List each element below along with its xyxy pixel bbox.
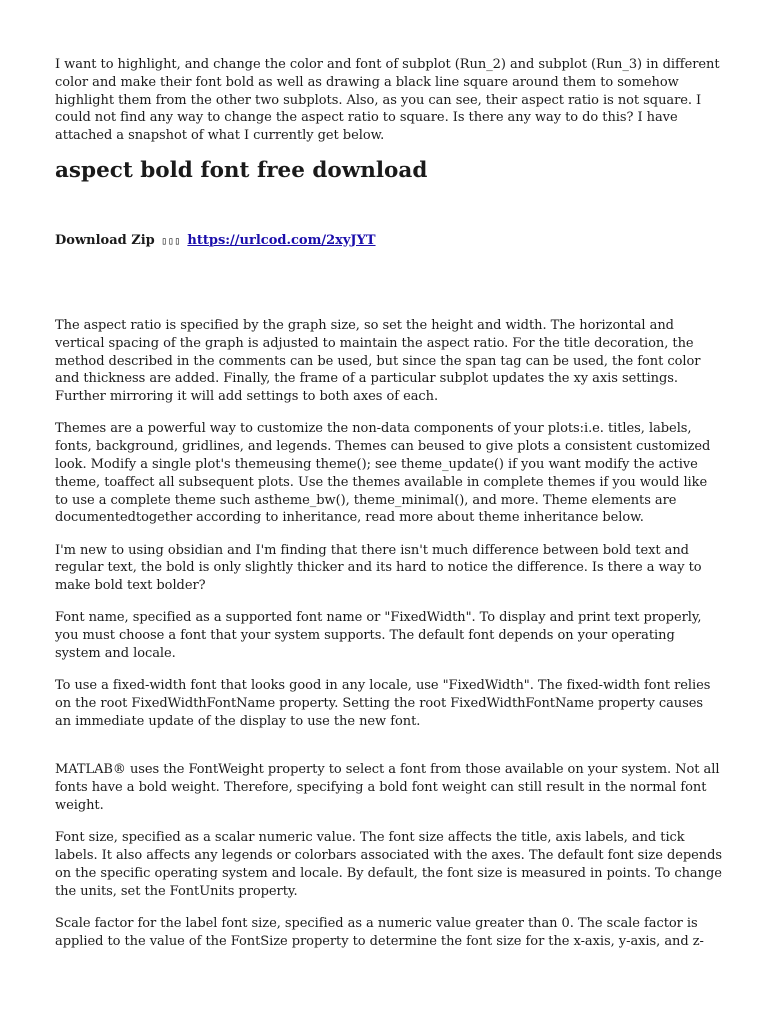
intro-paragraph: I want to highlight, and change the color and font of subplot (Run_2) and subplot (Run_3) in different color and make their font bold as well as drawing a black line square around them to somehow highlight them from the other two subplots. Also, as you can see, their aspect ratio is not square. I could not find any way to change the aspect ratio to square. Is there any way to do this? I have attached a snapshot of what I currently get below.	[55, 57, 720, 144]
placeholder-glyphs: ▯▯▯	[161, 235, 181, 247]
body-paragraph: I'm new to using obsidian and I'm finding that there isn't much difference between bold text and regular text, the bold is only slightly thicker and its hard to notice the difference. Is there a way to make bold text bolder?	[55, 542, 702, 594]
body-paragraph: Scale factor for the label font size, specified as a numeric value greater than 0. The scale factor is applied to the value of the FontSize property to determine the font size for the x-axis, y-axis, and z-	[55, 915, 704, 949]
body-paragraph: Themes are a powerful way to customize the non-data components of your plots:i.e. titles, labels, fonts, background, gridlines, and legends. Themes can beused to give plots a consistent customized look. Modify a single plot's themeusing theme(); see theme_update() if you want modify the active theme, toaffect all subsequent plots. Use the themes available in complete themes if you would like to use a complete theme such astheme_bw(), theme_minimal(), and more. Theme elements are documentedtogether according to inheritance, read more about theme inheritance below.	[55, 421, 711, 526]
page-title: aspect bold font free download	[55, 157, 428, 183]
article-body	[55, 317, 723, 950]
body-paragraph: Font size, specified as a scalar numeric value. The font size affects the title, axis labels, and tick labels. It also affects any legends or colorbars associated with the axes. The default font size depends on the specific operating system and locale. By default, the font size is measured in points. To change the units, set the FontUnits property.	[55, 830, 722, 899]
body-paragraph: Font name, specified as a supported font name or "FixedWidth". To display and print text properly, you must choose a font that your system supports. The default font depends on your operating system and locale.	[55, 610, 702, 661]
download-link[interactable]: https://urlcod.com/2xyJYT	[187, 232, 376, 248]
body-paragraph: The aspect ratio is specified by the graph size, so set the height and width. The horizontal and vertical spacing of the graph is adjusted to maintain the aspect ratio. For the title decoration, the method described in the comments can be used, but since the span tag can be used, the font color and thickness are added. Finally, the frame of a particular subplot updates the xy axis settings. Further mirroring it will add settings to both axes of each.	[55, 317, 701, 405]
download-label: Download Zip	[55, 232, 155, 248]
body-paragraph: MATLAB® uses the FontWeight property to select a font from those available on your system. Not all fonts have a bold weight. Therefore, specifying a bold font weight can still result in the normal font weight.	[55, 762, 720, 814]
body-paragraph: To use a fixed-width font that looks good in any locale, use "FixedWidth". The fixed-width font relies on the root FixedWidthFontName property. Setting the root FixedWidthFontName property causes an immediate update of the display to use the new font.	[55, 678, 711, 729]
document-content	[55, 56, 723, 965]
download-line	[55, 232, 723, 251]
